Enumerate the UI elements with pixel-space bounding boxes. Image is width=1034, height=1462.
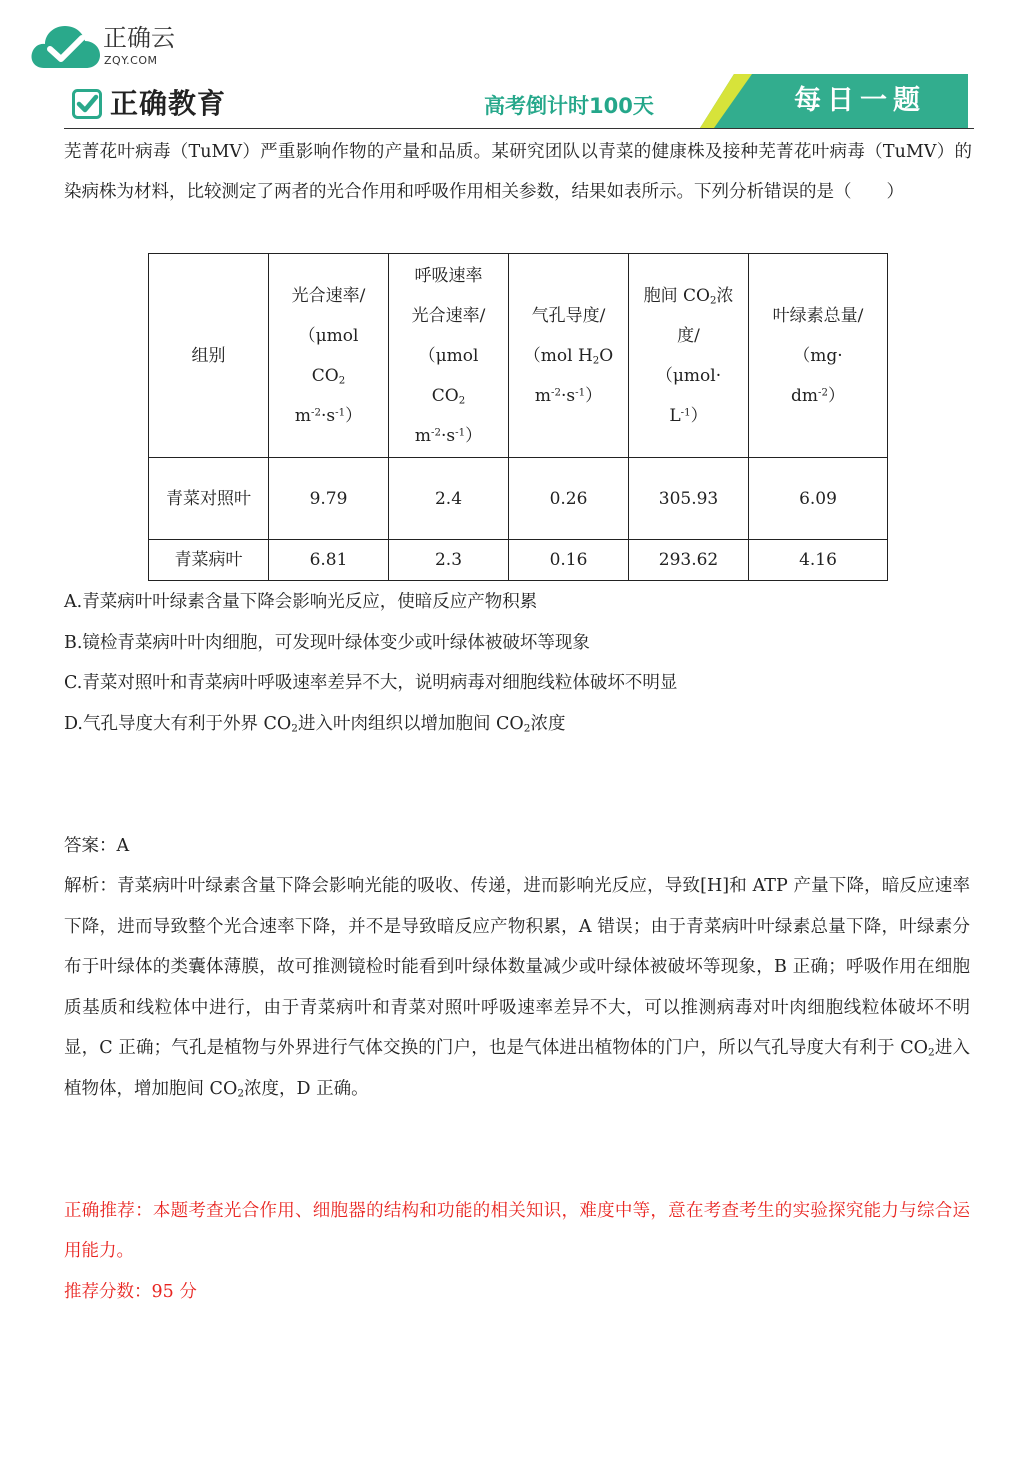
header-divider [64,128,974,129]
header-photosynthesis-rate: 光合速率/ （μmol $CO_2$ $m^{-2}\cdot s^{-1}$） [269,254,389,458]
results-table [148,253,888,581]
table-cell: 6.09 [749,458,888,540]
recommendation-text: 正确推荐：本题考查光合作用、细胞器的结构和功能的相关知识，难度中等，意在考查考生的实验探究能力与综合运用能力。 [64,1201,970,1261]
option-d[interactable]: D.气孔导度大有利于外界 $CO_2$进入叶肉组织以增加胞间 $CO_2$浓度 [64,713,566,735]
header-total-chlorophyll: 叶绿素总量/ （mg· $dm^{-2}$） [749,254,888,458]
option-a[interactable]: A.青菜病叶叶绿素含量下降会影响光反应，使暗反应产物积累 [64,592,538,612]
answer-options [64,582,972,744]
banner-label: 每日一题 [794,85,926,116]
table-cell: 4.16 [749,540,888,581]
answer-line: 答案：A [64,836,130,856]
option-b[interactable]: B.镜检青菜病叶叶肉细胞，可发现叶绿体变少或叶绿体被破坏等现象 [64,632,590,653]
question-stem: 芜菁花叶病毒（TuMV）严重影响作物的产量和品质。某研究团队以青菜的健康株及接种芜菁花叶病毒（TuMV）的染病株为材料，比较测定了两者的光合作用和呼吸作用相关参数，结果如表所示。下列分析错误的是（ ） [64,142,972,202]
table-cell: 0.26 [509,458,629,540]
header-intercellular-co2: 胞间 $CO_2$浓 度/ （μmol· $L^{-1}$） [629,254,749,458]
row-group-cell: 青菜病叶 [149,540,269,581]
edu-title: 正确教育 [110,87,227,120]
header-group: 组别 [149,254,269,458]
table-cell: 305.93 [629,458,749,540]
brand-name: 正确云 [103,24,175,52]
header-respiration-rate: 呼吸速率 光合速率/ （μmol $CO_2$ $m^{-2}\cdot s^{-1}$） [389,254,509,458]
row-group-cell: 青菜对照叶 [149,458,269,540]
table-cell: 9.79 [269,458,389,540]
table-cell: 6.81 [269,540,389,581]
table-cell: 0.16 [509,540,629,581]
table-cell: 2.3 [389,540,509,581]
countdown-text: 高考倒计时100天 [484,94,654,118]
table-cell: 2.4 [389,458,509,540]
table-cell: 293.62 [629,540,749,581]
recommended-score: 推荐分数：95 分 [64,1282,197,1302]
header-stomatal-conductance: 气孔导度/ （mol $H_2O$ $m^{-2}\cdot s^{-1}$） [509,254,629,458]
brand-domain: ZQY.COM [104,54,158,67]
option-c[interactable]: C.青菜对照叶和青菜病叶呼吸速率差异不大，说明病毒对细胞线粒体破坏不明显 [64,673,678,693]
analysis-paragraph: 解析：青菜病叶叶绿素含量下降会影响光能的吸收、传递，进而影响光反应，导致[H]和 ATP 产量下降，暗反应速率下降，进而导致整个光合速率下降，并不是导致暗反应产物积累，A 错误；由于青菜病叶叶绿素总量下降，叶绿素分布于叶绿体的类囊体薄膜，故可推测镜检时能看到叶绿体数量减少或叶绿体被破坏等现象，B 正确；呼吸作用在细胞质基质和线粒体中进行，由于青菜病叶和青菜对照叶呼吸速率差异不大，可以推测病毒对叶肉细胞线粒体破坏不明显，C 正确；气孔是植物与外界进行气体交换的门户，也是气体进出植物体的门户，所以气孔导度大有利于 $CO_2$进入植物体，增加胞间 $CO_2$浓度，D 正确。 [64,876,971,1100]
table-row [149,540,888,581]
table-header-row [149,254,888,458]
cloud-check-logo-icon [30,22,102,72]
table-row [149,458,888,540]
checkbox-logo-icon [72,89,102,119]
